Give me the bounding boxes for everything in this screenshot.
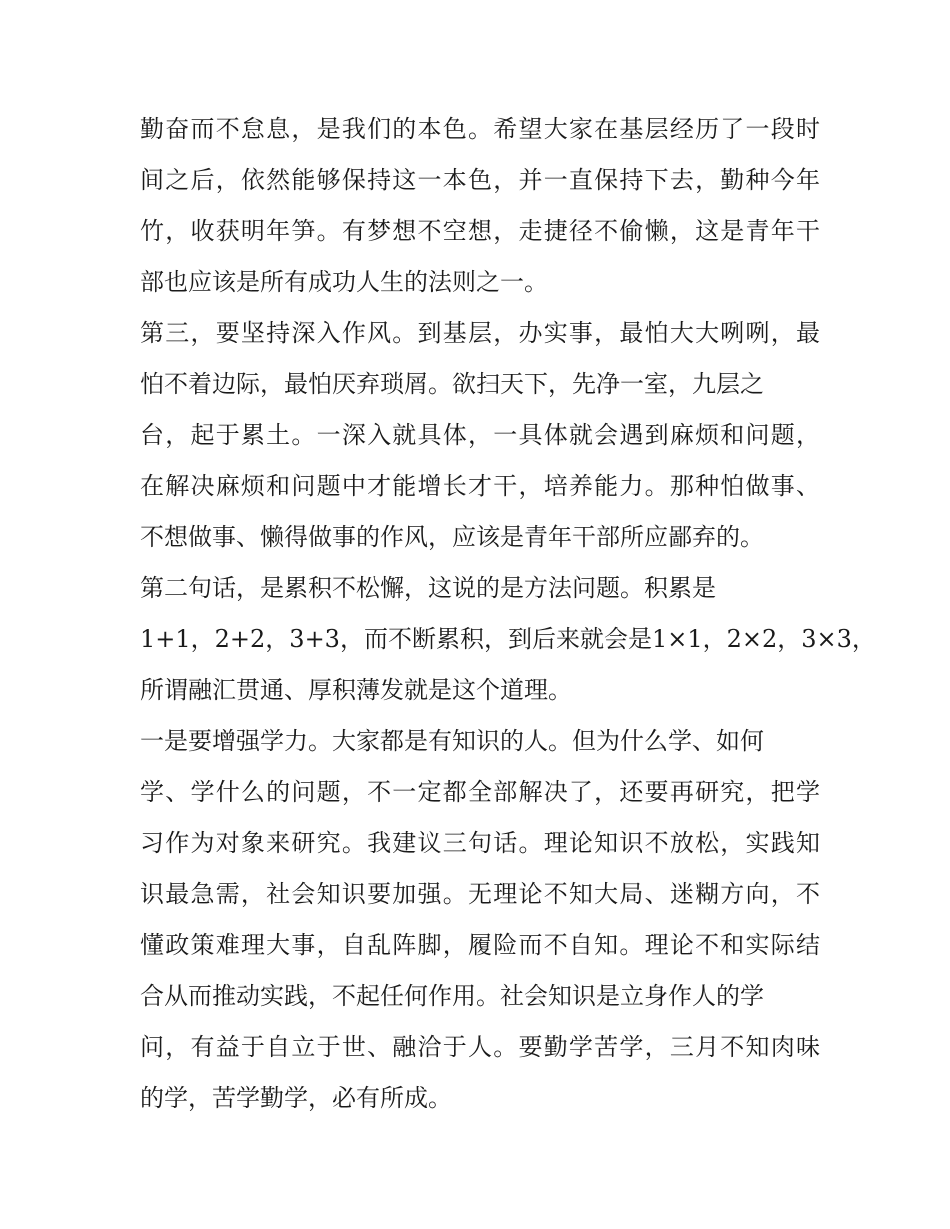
text-line: 习作为对象来研究。我建议三句话。理论知识不放松，实践知: [140, 829, 820, 857]
text-line: 第二句话，是累积不松懈，这说的是方法问题。积累是: [140, 574, 716, 602]
text-line: 第三，要坚持深入作风。到基层，办实事，最怕大大咧咧，最: [140, 319, 820, 347]
text-line: 在解决麻烦和问题中才能增长才干，培养能力。那种怕做事、: [140, 472, 820, 500]
text-line: 勤奋而不怠息，是我们的本色。希望大家在基层经历了一段时: [140, 115, 820, 143]
text-line: 的学，苦学勤学，必有所成。: [140, 1084, 452, 1112]
paragraph-4: [140, 716, 820, 1124]
paragraph-1: [140, 104, 820, 308]
text-line: 一是要增强学力。大家都是有知识的人。但为什么学、如何: [140, 727, 764, 755]
document-body: [140, 104, 876, 1124]
text-line: 合从而推动实践，不起任何作用。社会知识是立身作人的学: [140, 982, 764, 1010]
text-line: 识最急需，社会知识要加强。无理论不知大局、迷糊方向，不: [140, 880, 820, 908]
text-line: 怕不着边际，最怕厌弃琐屑。欲扫天下，先净一室，九层之: [140, 370, 764, 398]
text-line: 间之后，依然能够保持这一本色，并一直保持下去，勤种今年: [140, 166, 820, 194]
text-line: 问，有益于自立于世、融洽于人。要勤学苦学，三月不知肉味: [140, 1033, 820, 1061]
text-line: 懂政策难理大事，自乱阵脚，履险而不自知。理论不和实际结: [140, 931, 820, 959]
text-line: 部也应该是所有成功人生的法则之一。: [140, 268, 548, 296]
paragraph-3: [140, 563, 876, 716]
text-line: 所谓融汇贯通、厚积薄发就是这个道理。: [140, 676, 572, 704]
text-line: 台，起于累土。一深入就具体，一具体就会遇到麻烦和问题，: [140, 421, 820, 449]
text-line: 不想做事、懒得做事的作风，应该是青年干部所应鄙弃的。: [140, 523, 764, 551]
paragraph-2: [140, 308, 820, 563]
text-line: 1+1，2+2，3+3，而不断累积，到后来就会是1×1，2×2，3×3，: [140, 625, 876, 653]
text-line: 学、学什么的问题，不一定都全部解决了，还要再研究，把学: [140, 778, 820, 806]
text-line: 竹，收获明年笋。有梦想不空想，走捷径不偷懒，这是青年干: [140, 217, 820, 245]
